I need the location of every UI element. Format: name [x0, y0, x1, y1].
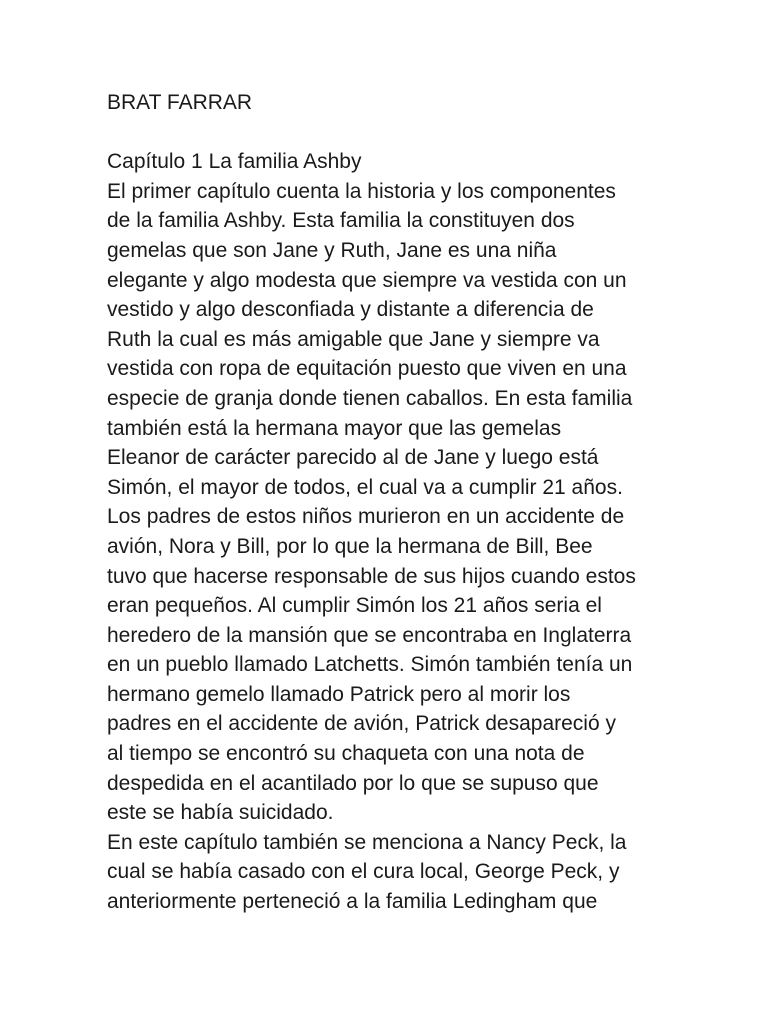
text-line: El primer capítulo cuenta la historia y los componentes: [107, 179, 616, 203]
document-page: [107, 88, 667, 917]
text-line: despedida en el acantilado por lo que se supuso que: [107, 771, 599, 795]
text-line: tuvo que hacerse responsable de sus hijos cuando estos: [107, 564, 636, 588]
text-line: vestida con ropa de equitación puesto que viven en una: [107, 357, 627, 381]
text-line: padres en el accidente de avión, Patrick desapareció y: [107, 712, 616, 736]
text-line: avión, Nora y Bill, por lo que la hermana de Bill, Bee: [107, 534, 593, 558]
text-line: Simón, el mayor de todos, el cual va a cumplir 21 años.: [107, 475, 623, 499]
text-line: al tiempo se encontró su chaqueta con una nota de: [107, 742, 585, 766]
text-line: de la familia Ashby. Esta familia la constituyen dos: [107, 209, 575, 233]
document-title: BRAT FARRAR: [107, 91, 253, 114]
text-line: En este capítulo también se menciona a Nancy Peck, la: [107, 830, 627, 854]
text-line: también está la hermana mayor que las gemelas: [107, 416, 562, 440]
text-line: en un pueblo llamado Latchetts. Simón también tenía un: [107, 653, 633, 677]
text-line: anteriormente perteneció a la familia Ledingham que: [107, 890, 598, 914]
text-line: heredero de la mansión que se encontraba en Inglaterra: [107, 623, 632, 647]
text-line: Ruth la cual es más amigable que Jane y siempre va: [107, 327, 600, 351]
text-line: este se había suicidado.: [107, 801, 334, 825]
text-line: elegante y algo modesta que siempre va vestida con un: [107, 268, 627, 292]
text-line: cual se había casado con el cura local, George Peck, y: [107, 860, 620, 884]
text-line: Eleanor de carácter parecido al de Jane y luego está: [107, 446, 599, 470]
blank-line: [107, 118, 667, 148]
text-line: Los padres de estos niños murieron en un accidente de: [107, 505, 625, 529]
chapter-heading: Capítulo 1 La familia Ashby: [107, 150, 362, 174]
text-line: vestido y algo desconfiada y distante a diferencia de: [107, 298, 594, 322]
text-line: eran pequeños. Al cumplir Simón los 21 años seria el: [107, 594, 602, 618]
text-line: gemelas que son Jane y Ruth, Jane es una niña: [107, 238, 557, 262]
text-line: especie de granja donde tienen caballos. En esta familia: [107, 386, 633, 410]
body-text: [107, 177, 667, 917]
text-line: hermano gemelo llamado Patrick pero al morir los: [107, 682, 571, 706]
